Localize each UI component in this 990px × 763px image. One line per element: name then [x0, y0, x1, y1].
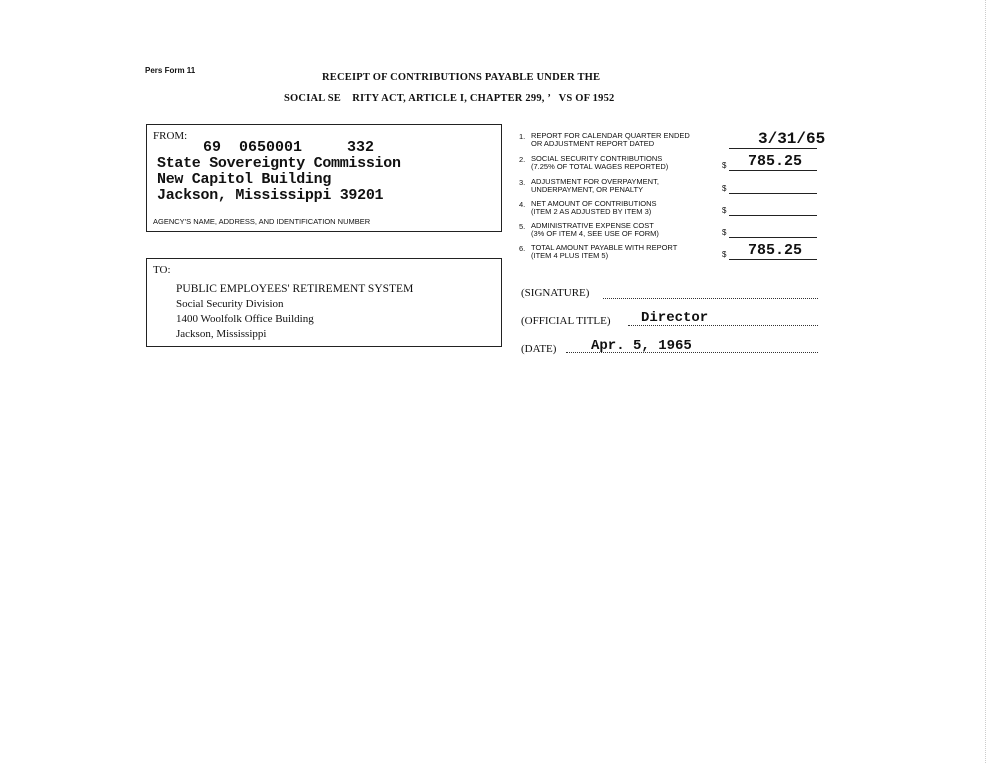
- official-title-value[interactable]: Director: [641, 310, 709, 326]
- from-label: FROM:: [153, 130, 188, 142]
- item-3-number: 3.: [519, 178, 526, 187]
- item-1-label: [531, 132, 690, 148]
- to-label: TO:: [153, 264, 171, 276]
- item-6-number: 6.: [519, 244, 526, 253]
- item-3-label-line-1: ADJUSTMENT FOR OVERPAYMENT,: [531, 177, 659, 186]
- agency-city: Jackson, Mississippi 39201: [157, 187, 384, 204]
- signature-label: (SIGNATURE): [521, 287, 590, 299]
- item-1-label-line-1: REPORT FOR CALENDAR QUARTER ENDED: [531, 131, 690, 140]
- item-2-label-line-1: SOCIAL SECURITY CONTRIBUTIONS: [531, 154, 663, 163]
- form-title-line-2: SOCIAL SE RITY ACT, ARTICLE I, CHAPTER 299, ’ VS OF 1952: [284, 93, 615, 104]
- agency-address: New Capitol Building: [157, 171, 332, 188]
- item-4-dollar: $: [722, 206, 727, 215]
- item-6-label-line-2: (ITEM 4 PLUS ITEM 5): [531, 251, 609, 260]
- item-2-value[interactable]: 785.25: [748, 153, 803, 170]
- item-4-number: 4.: [519, 200, 526, 209]
- item-2-dollar: $: [722, 161, 727, 170]
- form-title-line-1: RECEIPT OF CONTRIBUTIONS PAYABLE UNDER THE: [322, 72, 601, 83]
- agency-name: State Sovereignty Commission: [157, 155, 401, 172]
- item-3-label: [531, 178, 659, 194]
- date-label: (DATE): [521, 343, 557, 355]
- item-5-number: 5.: [519, 222, 526, 231]
- item-3-line[interactable]: [729, 193, 817, 194]
- item-2-label-line-2: (7.25% OF TOTAL WAGES REPORTED): [531, 162, 669, 171]
- item-4-line[interactable]: [729, 215, 817, 216]
- recipient-address: 1400 Woolfolk Office Building: [176, 313, 314, 325]
- signature-line[interactable]: [603, 298, 818, 299]
- item-1-label-line-2: OR ADJUSTMENT REPORT DATED: [531, 139, 655, 148]
- recipient-name: PUBLIC EMPLOYEES' RETIREMENT SYSTEM: [176, 283, 414, 295]
- scan-edge: [985, 0, 986, 763]
- item-5-label-line-1: ADMINISTRATIVE EXPENSE COST: [531, 221, 654, 230]
- item-1-number: 1.: [519, 132, 526, 141]
- item-3-label-line-2: UNDERPAYMENT, OR PENALTY: [531, 185, 644, 194]
- item-5-label-line-2: (3% OF ITEM 4, SEE USE OF FORM): [531, 229, 659, 238]
- recipient-division: Social Security Division: [176, 298, 284, 310]
- item-6-label: [531, 244, 677, 260]
- item-2-line: [729, 170, 817, 171]
- recipient-city: Jackson, Mississippi: [176, 328, 267, 340]
- form-id: Pers Form 11: [145, 66, 196, 75]
- item-6-dollar: $: [722, 250, 727, 259]
- item-5-dollar: $: [722, 228, 727, 237]
- date-value[interactable]: Apr. 5, 1965: [591, 338, 692, 354]
- item-1-value[interactable]: 3/31/65: [758, 130, 826, 148]
- item-5-line[interactable]: [729, 237, 817, 238]
- item-2-number: 2.: [519, 155, 526, 164]
- item-6-value[interactable]: 785.25: [748, 242, 803, 259]
- item-4-label: [531, 200, 657, 216]
- item-4-label-line-2: (ITEM 2 AS ADJUSTED BY ITEM 3): [531, 207, 652, 216]
- item-5-label: [531, 222, 659, 238]
- item-1-line: [729, 148, 817, 149]
- from-box: [146, 124, 502, 232]
- item-3-dollar: $: [722, 184, 727, 193]
- item-6-line: [729, 259, 817, 260]
- to-box: [146, 258, 502, 347]
- agency-id-number: 69 0650001 332: [203, 139, 375, 156]
- agency-caption: AGENCY'S NAME, ADDRESS, AND IDENTIFICATION NUMBER: [153, 217, 371, 226]
- item-6-label-line-1: TOTAL AMOUNT PAYABLE WITH REPORT: [531, 243, 678, 252]
- item-4-label-line-1: NET AMOUNT OF CONTRIBUTIONS: [531, 199, 657, 208]
- official-title-label: (OFFICIAL TITLE): [521, 315, 611, 327]
- item-2-label: [531, 155, 668, 171]
